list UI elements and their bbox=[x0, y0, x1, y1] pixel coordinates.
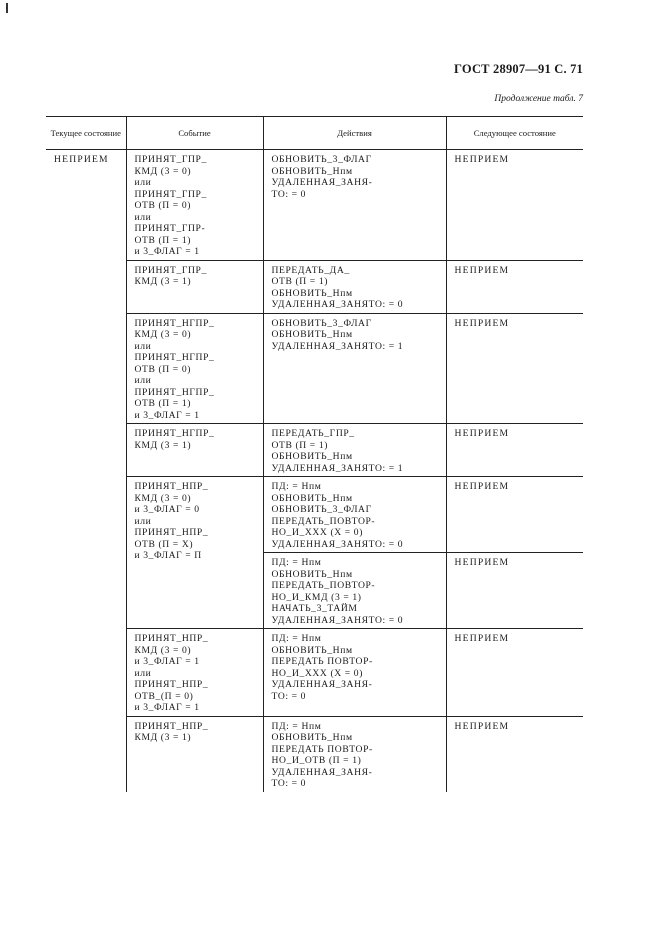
event-cell-line: ОТВ (П = 1) bbox=[134, 398, 192, 409]
actions-cell bbox=[263, 716, 446, 792]
table-row bbox=[46, 313, 583, 424]
event-cell bbox=[126, 260, 263, 313]
actions-cell-line: ОБНОВИТЬ_Нпм bbox=[271, 287, 353, 299]
column-header-actions: Действия bbox=[263, 117, 446, 150]
event-cell-line: и 3_ФЛАГ = 0 bbox=[134, 504, 200, 515]
table-continuation-label: Продолжение табл. 7 bbox=[494, 94, 583, 104]
event-cell-line: или bbox=[134, 211, 152, 223]
event-cell-line: ПРИНЯТ_НПР_ bbox=[134, 527, 209, 538]
event-cell bbox=[126, 313, 263, 424]
next-state-cell: НЕПРИЕМ bbox=[446, 477, 583, 553]
event-cell-line: ПРИНЯТ_НГПР_ bbox=[134, 317, 215, 329]
event-cell-line: ПРИНЯТ_ГПР_ bbox=[134, 188, 207, 200]
actions-cell-line: НО_И_ХХХ (Х = 0) bbox=[271, 527, 363, 538]
event-cell bbox=[126, 716, 263, 792]
event-cell-line: ПРИНЯТ_НПР_ bbox=[134, 720, 209, 732]
actions-cell-line: ОБНОВИТЬ_3_ФЛАГ bbox=[271, 154, 372, 165]
event-cell-line: ПРИНЯТ_НГПР_ bbox=[134, 428, 215, 439]
actions-cell-line: ПД: = Нпм bbox=[271, 633, 322, 644]
event-cell-line: и 3_ФЛАГ = 1 bbox=[134, 656, 200, 667]
actions-cell-line: ПД: = Нпм bbox=[271, 557, 322, 568]
actions-cell-line: ОБНОВИТЬ_Нпм bbox=[271, 165, 353, 177]
actions-cell-line: ОТВ (П = 1) bbox=[271, 439, 329, 451]
actions-cell-line: УДАЛЕННАЯ_ЗАНЯ- bbox=[271, 679, 373, 690]
current-state-cell: НЕПРИЕМ bbox=[54, 154, 109, 165]
actions-cell-line: УДАЛЕННАЯ_ЗАНЯТО: = 0 bbox=[271, 299, 404, 310]
event-cell-line: КМД (3 = 1) bbox=[134, 276, 192, 287]
table-row bbox=[46, 260, 583, 313]
actions-cell-line: УДАЛЕННАЯ_ЗАНЯТО: = 0 bbox=[271, 538, 404, 550]
event-cell bbox=[126, 424, 263, 477]
actions-cell bbox=[263, 553, 446, 629]
event-cell-line: и 3_ФЛАГ = 1 bbox=[134, 246, 200, 257]
event-cell-line: или bbox=[134, 667, 152, 679]
event-cell-line: ОТВ (П = 1) bbox=[134, 234, 192, 246]
actions-cell-line: НО_И_ОТВ (П = 1) bbox=[271, 755, 362, 766]
column-header-event: Событие bbox=[126, 117, 263, 150]
next-state-cell: НЕПРИЕМ bbox=[446, 553, 583, 629]
actions-cell-line: ОБНОВИТЬ_Нпм bbox=[271, 568, 353, 580]
event-cell-line: КМД (3 = 0) bbox=[134, 492, 192, 504]
event-cell-line: и 3_ФЛАГ = 1 bbox=[134, 409, 200, 421]
event-cell-line: или bbox=[134, 515, 152, 527]
table-row bbox=[46, 150, 583, 261]
actions-cell-line: ПЕРЕДАТЬ_ПОВТОР- bbox=[271, 515, 376, 527]
actions-cell-line: ТО: = 0 bbox=[271, 188, 307, 200]
event-cell-line: КМД (3 = 1) bbox=[134, 732, 192, 743]
event-cell-line: КМД (3 = 1) bbox=[134, 439, 192, 451]
actions-cell-line: ПЕРЕДАТЬ_ДА_ bbox=[271, 264, 350, 276]
actions-cell bbox=[263, 260, 446, 313]
event-cell-line: ПРИНЯТ_НГПР_ bbox=[134, 386, 215, 398]
next-state-cell: НЕПРИЕМ bbox=[446, 313, 583, 424]
event-cell bbox=[126, 477, 263, 629]
actions-cell-line: ТО: = 0 bbox=[271, 778, 307, 789]
table-row bbox=[46, 716, 583, 792]
actions-cell bbox=[263, 477, 446, 553]
actions-cell-line: ОБНОВИТЬ_3_ФЛАГ bbox=[271, 317, 372, 329]
state-table bbox=[46, 116, 583, 792]
next-state-cell: НЕПРИЕМ bbox=[446, 150, 583, 261]
actions-cell-line: НО_И_КМД (3 = 1) bbox=[271, 591, 362, 603]
actions-cell-line: ОБНОВИТЬ_Нпм bbox=[271, 329, 353, 340]
event-cell bbox=[126, 629, 263, 717]
actions-cell-line: ОБНОВИТЬ_3_ФЛАГ bbox=[271, 504, 372, 515]
event-cell bbox=[126, 150, 263, 261]
next-state-cell: НЕПРИЕМ bbox=[446, 716, 583, 792]
event-cell-line: КМД (3 = 0) bbox=[134, 644, 192, 656]
event-cell-line: или bbox=[134, 177, 152, 188]
event-cell-line: ОТВ_(П = 0) bbox=[134, 690, 194, 702]
actions-cell bbox=[263, 313, 446, 424]
actions-cell-line: УДАЛЕННАЯ_ЗАНЯТО: = 0 bbox=[271, 614, 404, 626]
table-body bbox=[46, 150, 583, 792]
event-cell-line: КМД (3 = 0) bbox=[134, 165, 192, 177]
table-row bbox=[46, 424, 583, 477]
next-state-cell: НЕПРИЕМ bbox=[446, 260, 583, 313]
event-cell-line: ПРИНЯТ_НПР_ bbox=[134, 481, 209, 492]
corner-mark bbox=[6, 3, 8, 13]
actions-cell-line: ПД: = Нпм bbox=[271, 720, 322, 732]
event-cell-line: и 3_ФЛАГ = П bbox=[134, 550, 202, 561]
event-cell-line: ПРИНЯТ_НПР_ bbox=[134, 633, 209, 644]
actions-cell bbox=[263, 150, 446, 261]
actions-cell-line: ПЕРЕДАТЬ_ПОВТОР- bbox=[271, 580, 376, 591]
actions-cell-line: ПД: = Нпм bbox=[271, 481, 322, 492]
actions-cell-line: ПЕРЕДАТЬ_ГПР_ bbox=[271, 428, 355, 439]
actions-cell-line: ОБНОВИТЬ_Нпм bbox=[271, 732, 353, 743]
column-header-next-state: Следующее состояние bbox=[446, 117, 583, 150]
actions-cell-line: УДАЛЕННАЯ_ЗАНЯ- bbox=[271, 177, 373, 188]
event-cell-line: ПРИНЯТ_ГПР_ bbox=[134, 154, 207, 165]
event-cell-line: ПРИНЯТ_НПР_ bbox=[134, 679, 209, 690]
actions-cell-line: УДАЛЕННАЯ_ЗАНЯТО: = 1 bbox=[271, 340, 404, 352]
actions-cell-line: УДАЛЕННАЯ_ЗАНЯ- bbox=[271, 766, 373, 778]
page-header: ГОСТ 28907—91 С. 71 bbox=[454, 62, 583, 76]
actions-cell-line: НАЧАТЬ_3_ТАЙМ bbox=[271, 603, 358, 614]
event-cell-line: ОТВ (П = 0) bbox=[134, 200, 192, 211]
event-cell-line: ПРИНЯТ_ГПР- bbox=[134, 223, 206, 234]
actions-cell bbox=[263, 424, 446, 477]
actions-cell-line: ПЕРЕДАТЬ ПОВТОР- bbox=[271, 656, 373, 667]
event-cell-line: ПРИНЯТ_НГПР_ bbox=[134, 352, 215, 363]
actions-cell-line: УДАЛЕННАЯ_ЗАНЯТО: = 1 bbox=[271, 462, 404, 474]
event-cell-line: КМД (3 = 0) bbox=[134, 329, 192, 340]
next-state-cell: НЕПРИЕМ bbox=[446, 424, 583, 477]
next-state-cell: НЕПРИЕМ bbox=[446, 629, 583, 717]
actions-cell-line: ОБНОВИТЬ_Нпм bbox=[271, 644, 353, 656]
event-cell-line: или bbox=[134, 340, 152, 352]
event-cell-line: ОТВ (П = Х) bbox=[134, 538, 194, 550]
actions-cell-line: ПЕРЕДАТЬ ПОВТОР- bbox=[271, 743, 373, 755]
event-cell-line: ОТВ (П = 0) bbox=[134, 363, 192, 375]
actions-cell-line: ОБНОВИТЬ_Нпм bbox=[271, 492, 353, 504]
event-cell-line: ПРИНЯТ_ГПР_ bbox=[134, 264, 207, 276]
table-header-row bbox=[46, 117, 583, 150]
actions-cell-line: НО_И_ХХХ (Х = 0) bbox=[271, 667, 363, 679]
actions-cell-line: ТО: = 0 bbox=[271, 690, 307, 702]
actions-cell bbox=[263, 629, 446, 717]
actions-cell-line: ОБНОВИТЬ_Нпм bbox=[271, 451, 353, 462]
table-row bbox=[46, 629, 583, 717]
event-cell-line: или bbox=[134, 375, 152, 386]
event-cell-line: и 3_ФЛАГ = 1 bbox=[134, 702, 200, 713]
table-row bbox=[46, 477, 583, 553]
column-header-current-state: Текущее состояние bbox=[46, 117, 126, 150]
actions-cell-line: ОТВ (П = 1) bbox=[271, 276, 329, 287]
